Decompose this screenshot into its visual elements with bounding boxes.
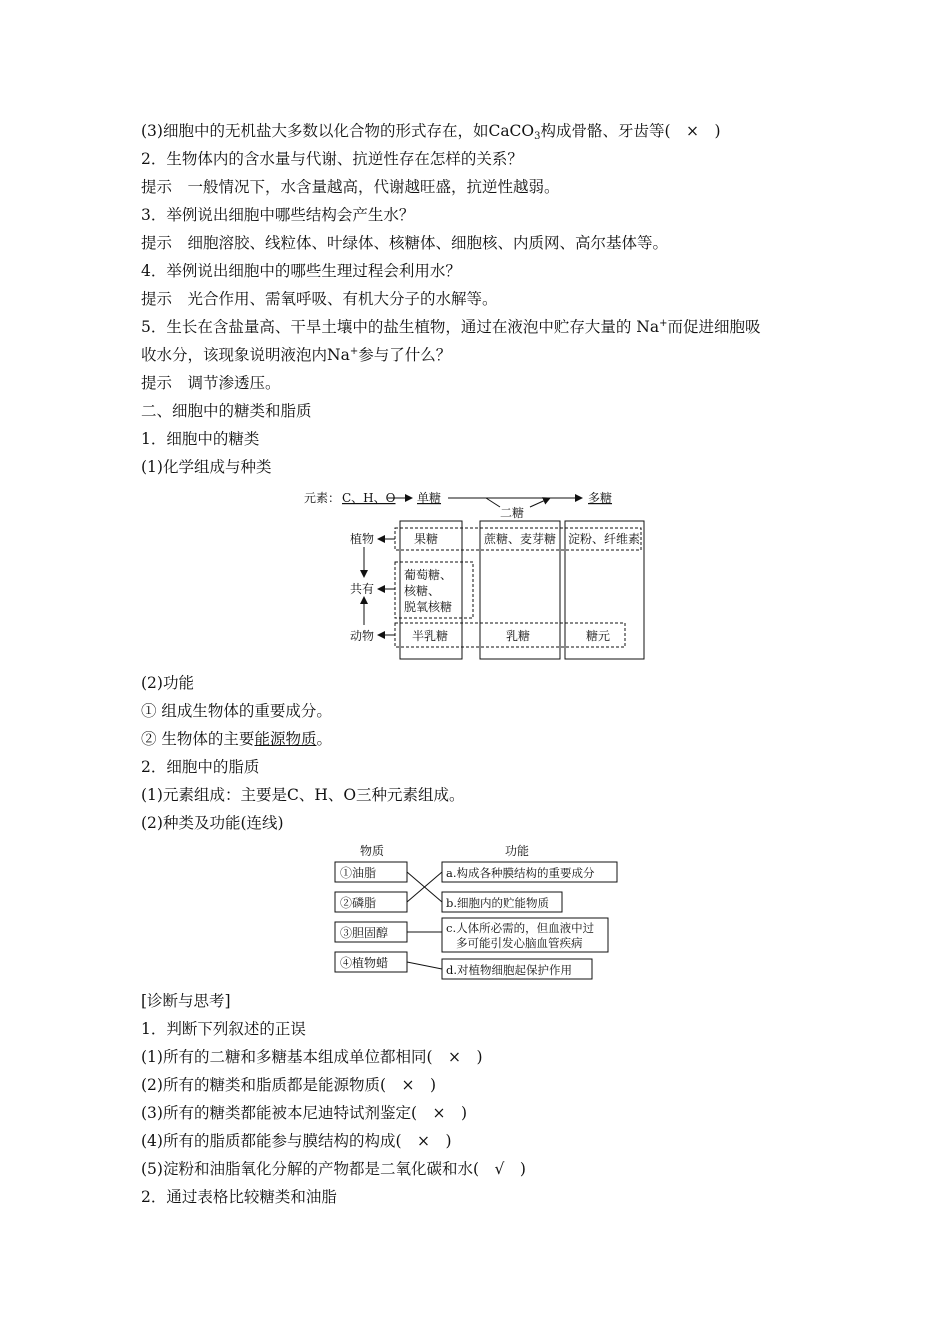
judgement-4: (4)所有的脂质都能参与膜结构的构成( × ) [141, 1132, 452, 1150]
plant-label: 植物 [350, 532, 375, 546]
judgement-2: (2)所有的糖类和脂质都是能源物质( × ) [141, 1076, 437, 1094]
judgement-heading: 1．判断下列叙述的正误 [141, 1020, 306, 1038]
sucrose-maltose-cell: 蔗糖、麦芽糖 [484, 532, 557, 546]
common-label: 共有 [350, 582, 375, 596]
function-c-line2: 多可能引发心脑血管疾病 [456, 936, 583, 950]
hint-5: 提示 调节渗透压。 [141, 374, 281, 392]
judgement-3: (3)所有的糖类都能被本尼迪特试剂鉴定( × ) [141, 1104, 468, 1122]
question-5-line1: 5．生长在含盐量高、干旱土壤中的盐生植物，通过在液泡中贮存大量的 Na+而促进细胞吸 [141, 318, 761, 336]
monosaccharide-label: 单糖 [417, 491, 442, 505]
function-item-2: ② 生物体的主要能源物质。 [141, 730, 332, 748]
subheading-function: (2)功能 [141, 674, 194, 692]
substance-oil: ①油脂 [340, 866, 377, 880]
question-3: 3．举例说出细胞中哪些结构会产生水？ [141, 206, 415, 224]
subheading-lipids: 2．细胞中的脂质 [141, 758, 260, 776]
disaccharide-label: 二糖 [500, 506, 525, 520]
elements-value: C、H、O [342, 491, 396, 505]
substance-phospholipid: ②磷脂 [340, 896, 377, 910]
glycogen-cell: 糖元 [586, 629, 611, 643]
common-sugars-line1: 葡萄糖、 [404, 568, 453, 582]
lipid-elements: (1)元素组成：主要是C、H、O三种元素组成。 [141, 786, 465, 804]
hint-4: 提示 光合作用、需氧呼吸、有机大分子的水解等。 [141, 290, 498, 308]
judgement-5: (5)淀粉和油脂氧化分解的产物都是二氧化碳和水( √ ) [141, 1160, 526, 1178]
question-5-line2: 收水分，该现象说明液泡内Na+参与了什么？ [141, 346, 452, 364]
subheading-composition: (1)化学组成与种类 [141, 458, 272, 476]
common-sugars-line2: 核糖、 [404, 584, 441, 598]
function-item-1: ① 组成生物体的重要成分。 [141, 702, 332, 720]
function-column-header: 功能 [505, 844, 530, 858]
text-line-1: (3)细胞中的无机盐大多数以化合物的形式存在，如CaCO$_3$构成骨骼、牙齿等( × ) [141, 122, 721, 142]
hint-2: 提示 一般情况下，水含量越高，代谢越旺盛，抗逆性越弱。 [141, 178, 560, 196]
galactose-cell: 半乳糖 [412, 629, 449, 643]
animal-label: 动物 [350, 629, 375, 643]
starch-cellulose-cell: 淀粉、纤维素 [568, 532, 641, 546]
common-sugars-line3: 脱氧核糖 [404, 600, 453, 614]
substance-plant-wax: ④植物蜡 [340, 956, 389, 970]
question-2: 2．生物体内的含水量与代谢、抗逆性存在怎样的关系？ [141, 150, 523, 168]
lipid-types-heading: (2)种类及功能(连线) [141, 814, 284, 832]
function-d: d.对植物细胞起保护作用 [446, 963, 573, 977]
lipid-matching-diagram [330, 840, 622, 982]
section-heading-2: 二、细胞中的糖类和脂质 [141, 402, 312, 420]
diagnosis-heading: [诊断与思考] [141, 992, 231, 1010]
subheading-sugars: 1．细胞中的糖类 [141, 430, 260, 448]
lactose-cell: 乳糖 [506, 629, 531, 643]
question-4: 4．举例说出细胞中的哪些生理过程会利用水？ [141, 262, 461, 280]
function-b: b.细胞内的贮能物质 [446, 896, 550, 910]
sugar-classification-diagram [300, 485, 650, 665]
substance-cholesterol: ③胆固醇 [340, 926, 389, 940]
polysaccharide-label: 多糖 [588, 491, 613, 505]
judgement-1: (1)所有的二糖和多糖基本组成单位都相同( × ) [141, 1048, 483, 1066]
elements-label: 元素： [304, 491, 341, 505]
function-c-line1: c.人体所必需的，但血液中过 [446, 921, 595, 935]
fructose-cell: 果糖 [414, 532, 439, 546]
function-a: a.构成各种膜结构的重要成分 [446, 866, 595, 880]
substance-column-header: 物质 [360, 844, 385, 858]
table-compare-heading: 2．通过表格比较糖类和油脂 [141, 1188, 337, 1206]
hint-3: 提示 细胞溶胶、线粒体、叶绿体、核糖体、细胞核、内质网、高尔基体等。 [141, 234, 669, 252]
